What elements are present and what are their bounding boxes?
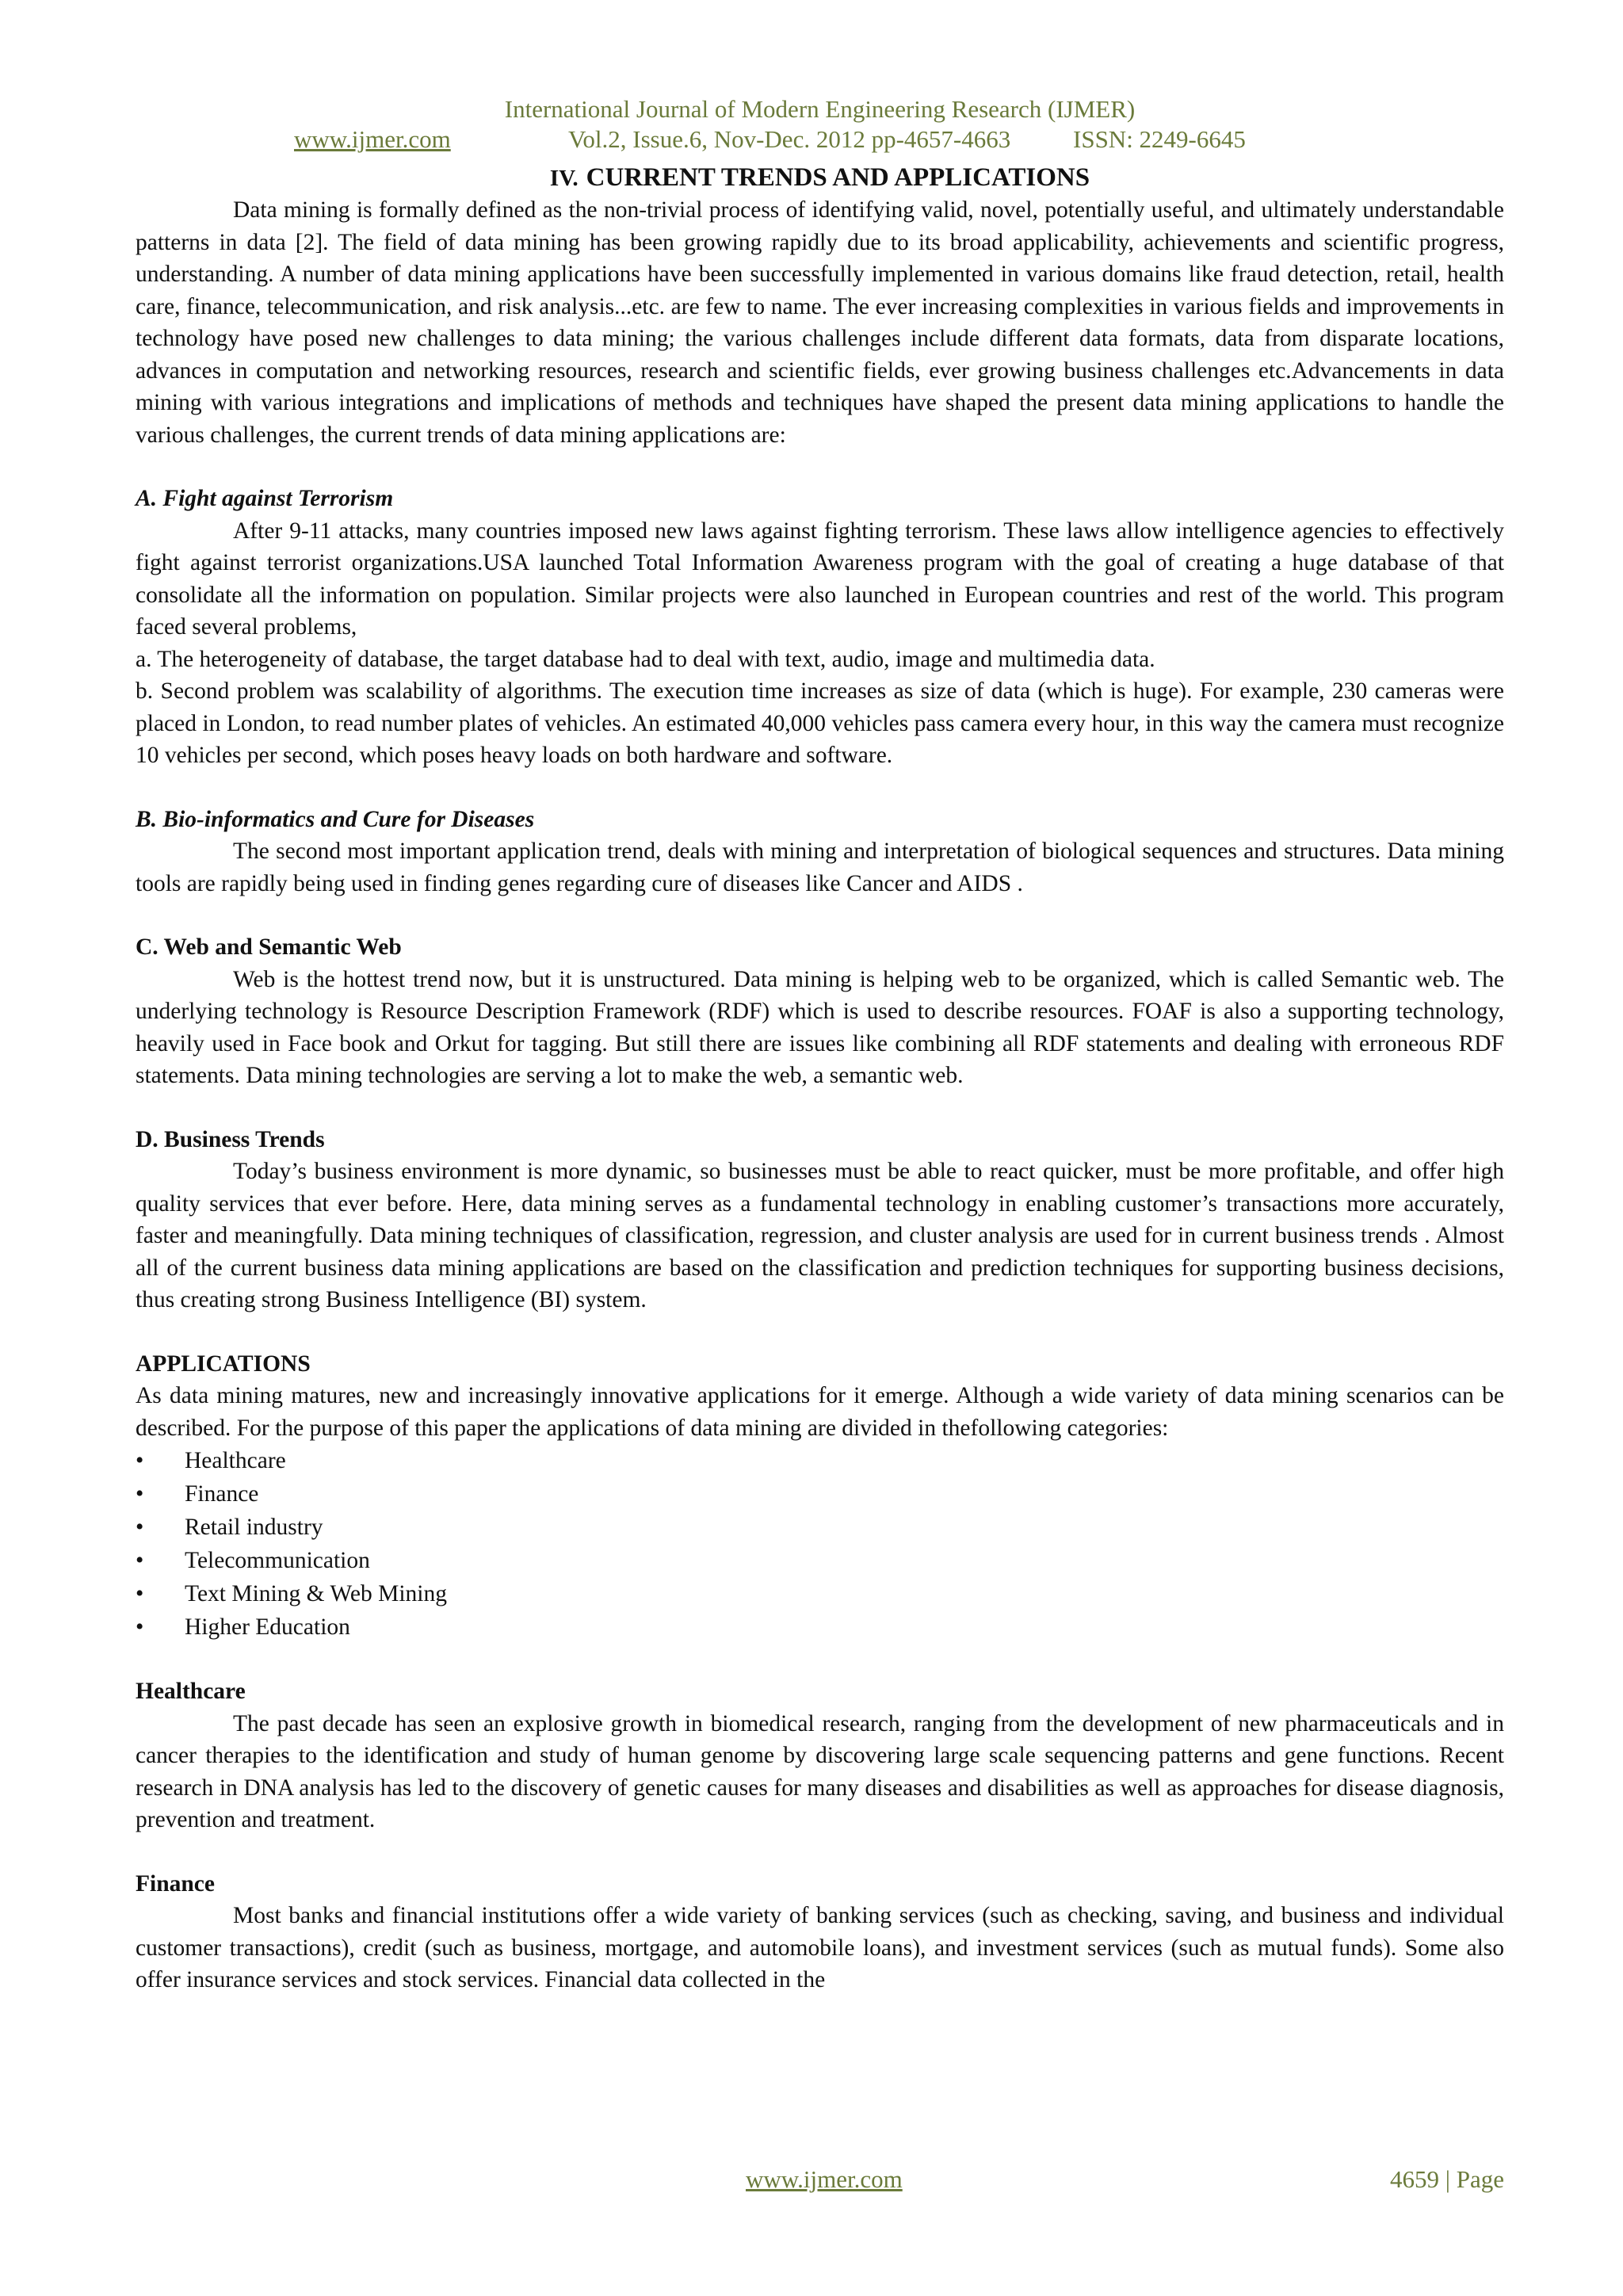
- list-item: [136, 1544, 1504, 1577]
- list-item: [136, 1511, 1504, 1544]
- subsection-heading-business: D. Business Trends: [136, 1126, 325, 1152]
- list-item-label: Healthcare: [185, 1448, 286, 1473]
- finance-paragraph: Most banks and financial institutions offer a wide variety of banking services (such as checking, saving, and business and individual customer transactions), credit (such as business, mortgage, and automobile loans), and investment services (such as mutual funds). Some also offer insurance services and stock services. Financial data collected in the: [136, 1903, 1504, 1992]
- footer-url-link[interactable]: www.ijmer.com: [746, 2165, 903, 2193]
- healthcare-paragraph: The past decade has seen an explosive growth in biomedical research, ranging from the development of new pharmaceuticals and in cancer therapies to the identification and study of human genome by discovering large scale sequencing patterns and gene functions. Recent research in DNA analysis has led to the discovery of genetic causes for many diseases and disabilities as well as approaches for disease diagnosis, prevention and treatment.: [136, 1710, 1504, 1832]
- journal-meta-line: [136, 125, 1504, 155]
- section-intro-paragraph: Data mining is formally defined as the non-trivial process of identifying valid, novel, potentially useful, and ultimately understandable patterns in data [2]. The field of data mining has been growing rapidly due to its broad applicability, achievements and scientific progress, understanding. A number of data mining applications have been successfully implemented in various domains like fraud detection, retail, health care, finance, telecommunication, and risk analysis...etc. are few to name. The ever increasing complexities in various fields and improvements in technology have posed new challenges to data mining; the various challenges include different data formats, data from disparate locations, advances in computation and networking resources, research and scientific fields, ever growing business challenges etc.Advancements in data mining with various integrations and implications of methods and techniques have shaped the present data mining applications to handle the various challenges, the current trends of data mining applications are:: [136, 197, 1504, 448]
- applications-list: [136, 1444, 1504, 1644]
- page-number: 4659 | Page: [1390, 2165, 1504, 2193]
- section-number: IV.: [549, 166, 579, 191]
- page-content: [136, 95, 1504, 1996]
- subsection-heading-terrorism: A. Fight against Terrorism: [136, 486, 394, 511]
- journal-issn: ISSN: 2249-6645: [1073, 125, 1246, 153]
- bullet-icon: •: [136, 1581, 144, 1606]
- list-item-label: Text Mining & Web Mining: [185, 1581, 447, 1606]
- bioinformatics-paragraph: The second most important application trend, deals with mining and interpretation of biological sequences and structures. Data mining tools are rapidly being used in finding genes regarding cure of diseases like Cancer and AIDS .: [136, 839, 1504, 896]
- terrorism-point-b: b. Second problem was scalability of algorithms. The execution time increases as size of data (which is huge). For example, 230 cameras were placed in London, to read number plates of vehicles. An estimated 40,000 vehicles pass camera every hour, in this way the camera must recognize 10 vehicles per second, which poses heavy loads on both hardware and software.: [136, 678, 1504, 768]
- bullet-icon: •: [136, 1548, 144, 1573]
- bullet-icon: •: [136, 1481, 144, 1507]
- journal-volume: Vol.2, Issue.6, Nov-Dec. 2012 pp-4657-4663: [568, 125, 1011, 153]
- section-title: [136, 162, 1504, 194]
- page-footer: [136, 2164, 1504, 2195]
- journal-url-link[interactable]: www.ijmer.com: [294, 125, 451, 153]
- list-item: [136, 1610, 1504, 1644]
- list-item-label: Higher Education: [185, 1614, 350, 1640]
- journal-name: International Journal of Modern Engineering Research (IJMER): [504, 95, 1136, 123]
- journal-header: [136, 95, 1504, 155]
- bullet-icon: •: [136, 1614, 144, 1640]
- applications-paragraph: As data mining matures, new and increasingly innovative applications for it emerge. Although a wide variety of data mining scenarios can be described. For the purpose of this paper the applications of data mining are divided in thefollowing categories:: [136, 1383, 1504, 1441]
- section-title-text: CURRENT TRENDS AND APPLICATIONS: [586, 163, 1090, 192]
- business-paragraph: Today’s business environment is more dynamic, so businesses must be able to react quicker, must be more profitable, and offer high quality services that ever before. Here, data mining serves as a fundamental technology in enabling customer’s transactions more accurately, faster and meaningfully. Data mining techniques of classification, regression, and cluster analysis are used for in current business trends . Almost all of the current business data mining applications are based on the classification and prediction techniques for supporting business decisions, thus creating strong Business Intelligence (BI) system.: [136, 1159, 1504, 1312]
- bullet-icon: •: [136, 1448, 144, 1473]
- finance-heading: Finance: [136, 1870, 215, 1897]
- list-item-label: Retail industry: [185, 1515, 323, 1540]
- terrorism-point-a: a. The heterogeneity of database, the target database had to deal with text, audio, image and multimedia data.: [136, 646, 1155, 672]
- bullet-icon: •: [136, 1515, 144, 1540]
- list-item: [136, 1577, 1504, 1610]
- list-item: [136, 1477, 1504, 1511]
- list-item: [136, 1444, 1504, 1477]
- list-item-label: Finance: [185, 1481, 259, 1507]
- healthcare-heading: Healthcare: [136, 1679, 246, 1704]
- terrorism-paragraph: After 9-11 attacks, many countries imposed new laws against fighting terrorism. These laws allow intelligence agencies to effectively fight against terrorist organizations.USA launched Total Information Awareness program with the goal of creating a huge database of that consolidate all the information on population. Similar projects were also launched in European countries and rest of the world. This program faced several problems,: [136, 518, 1504, 640]
- applications-heading: APPLICATIONS: [136, 1350, 311, 1377]
- list-item-label: Telecommunication: [185, 1548, 370, 1573]
- web-paragraph: Web is the hottest trend now, but it is unstructured. Data mining is helping web to be organized, which is called Semantic web. The underlying technology is Resource Description Framework (RDF) which is used to describe resources. FOAF is also a supporting technology, heavily used in Face book and Orkut for tagging. But still there are issues like combining all RDF statements and dealing with erroneous RDF statements. Data mining technologies are serving a lot to make the web, a semantic web.: [136, 966, 1504, 1088]
- subsection-heading-bioinformatics: B. Bio-informatics and Cure for Diseases: [136, 806, 535, 832]
- subsection-heading-web: C. Web and Semantic Web: [136, 934, 402, 960]
